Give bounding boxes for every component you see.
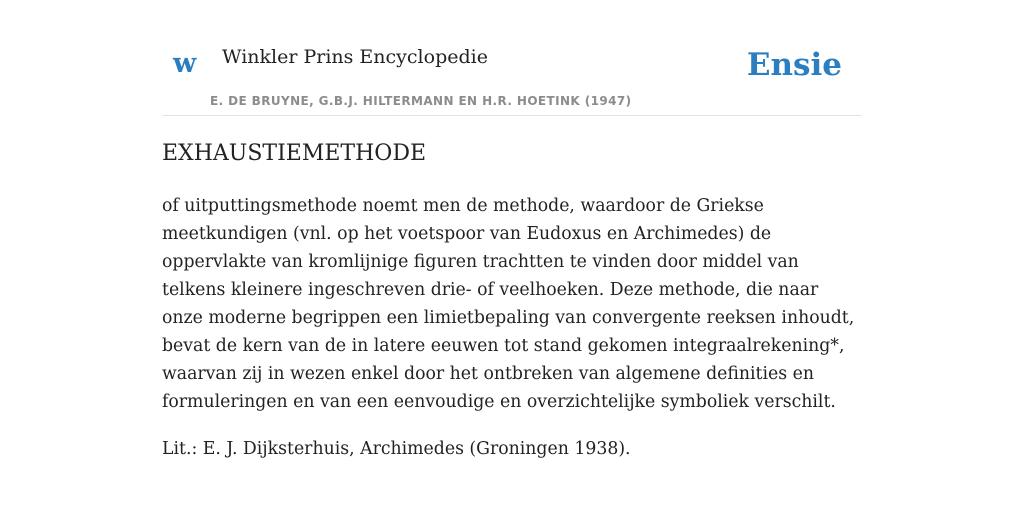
site-title[interactable]: Winkler Prins Encyclopedie: [222, 46, 488, 68]
page: [162, 0, 862, 512]
entry-title: EXHAUSTIEMETHODE: [162, 141, 427, 166]
winkler-prins-logo[interactable]: w: [173, 48, 197, 79]
literature-reference: Lit.: E. J. Dijksterhuis, Archimedes (Groningen 1938).: [162, 439, 631, 459]
ensie-brand-logo[interactable]: Ensie: [746, 47, 842, 83]
entry-body: of uitputtingsmethode noemt men de methode, waardoor de Griekse meetkundigen (vnl. op het voetspoor van Eudoxus en Archimedes) de oppervlakte van kromlijnige figuren trachtten te vinden door middel van telkens kleinere ingeschreven drie- of veelhoeken. Deze methode, die naar onze moderne begrippen een limietbepaling van convergente reeksen inhoudt, bevat de kern van de in latere eeuwen tot stand gekomen integraalrekening*, waarvan zij in wezen enkel door het ontbreken van algemene definities en formuleringen en van een eenvoudige en overzichtelijke symboliek verschilt.: [162, 196, 855, 412]
header: [162, 0, 862, 116]
authors-credit: E. DE BRUYNE, G.B.J. HILTERMANN EN H.R. HOETINK (1947): [210, 94, 632, 108]
